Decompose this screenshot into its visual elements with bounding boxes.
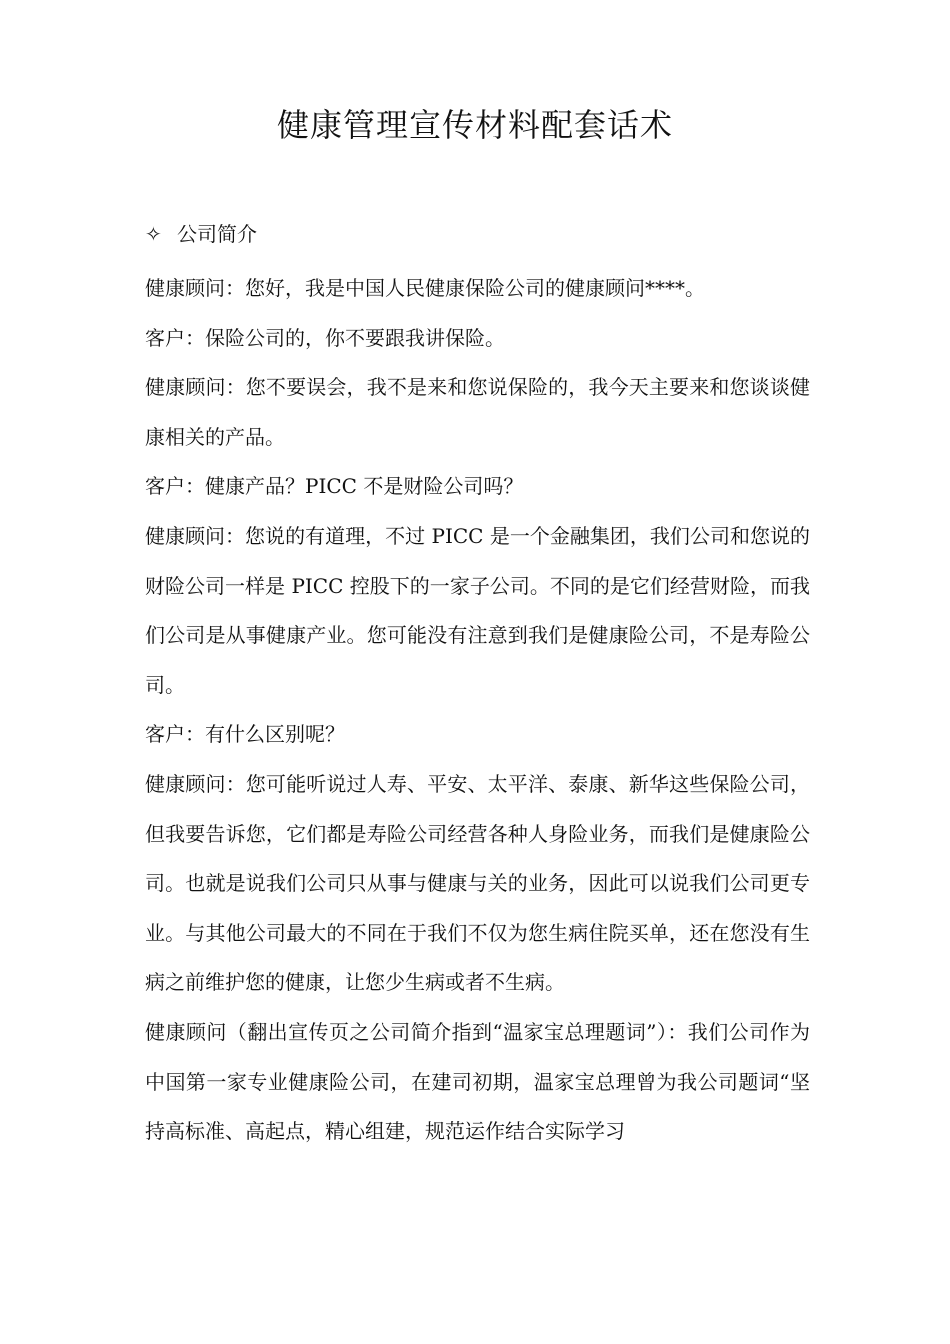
paragraph: 健康顾问：您不要误会，我不是来和您说保险的，我今天主要来和您谈谈健康相关的产品。 bbox=[145, 375, 810, 449]
paragraph: 客户：健康产品？PICC 不是财险公司吗？ bbox=[145, 474, 524, 499]
diamond-star-icon: ✧ bbox=[145, 222, 162, 246]
section-heading-text: 公司简介 bbox=[177, 222, 257, 246]
paragraph: 健康顾问（翻出宣传页之公司简介指到“温家宝总理题词”）：我们公司作为中国第一家专业健康险公司，在建司初期，温家宝总理曾为我公司题词“坚持高标准、高起点，精心组建，规范运作结合实际学习 bbox=[145, 1019, 810, 1144]
paragraph: 客户：有什么区别呢？ bbox=[145, 722, 345, 747]
section-heading bbox=[145, 214, 810, 254]
document-title: 健康管理宣传材料配套话术 bbox=[276, 106, 673, 144]
paragraph: 健康顾问：您说的有道理，不过 PICC 是一个金融集团，我们公司和您说的财险公司一样是 PICC 控股下的一家子公司。不同的是它们经营财险，而我们公司是从事健康产业。您可能没有注意到我们是健康险公司，不是寿险公司。 bbox=[145, 523, 810, 697]
paragraph: 客户：保险公司的，你不要跟我讲保险。 bbox=[145, 325, 505, 350]
document-body bbox=[145, 264, 810, 1157]
paragraph: 健康顾问：您可能听说过人寿、平安、太平洋、泰康、新华这些保险公司，但我要告诉您，它们都是寿险公司经营各种人身险业务，而我们是健康险公司。也就是说我们公司只从事与健康与关的业务，因此可以说我们公司更专业。与其他公司最大的不同在于我们不仅为您生病住院买单，还在您没有生病之前维护您的健康，让您少生病或者不生病。 bbox=[145, 771, 810, 995]
paragraph: 健康顾问：您好，我是中国人民健康保险公司的健康顾问****。 bbox=[145, 276, 705, 300]
